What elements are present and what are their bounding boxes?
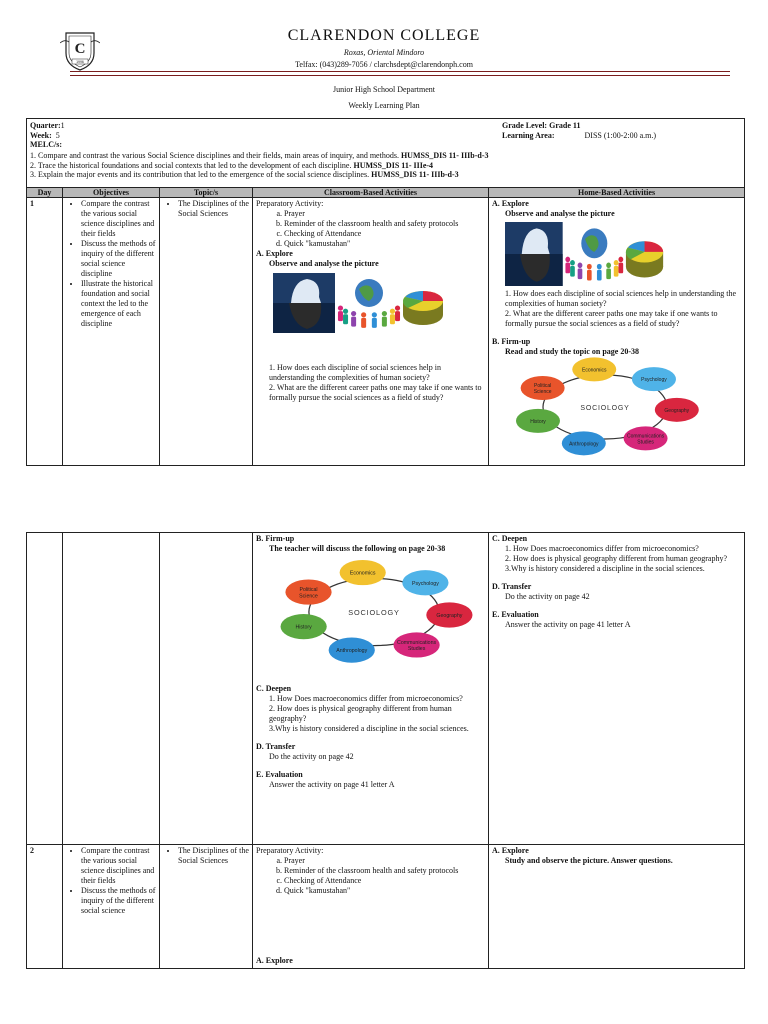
deepen-question-2: 2. How does is physical geography different from human geography? xyxy=(269,704,452,723)
header-divider-thin xyxy=(70,75,730,76)
deepen-question-3: 3.Why is history considered a discipline in the social sciences. xyxy=(269,724,469,733)
day-number: 1 xyxy=(30,199,34,208)
table-row xyxy=(27,198,745,466)
diagram-node xyxy=(516,409,560,433)
diagram-node xyxy=(340,560,386,585)
prep-title: Preparatory Activity: xyxy=(256,199,324,208)
diagram-node xyxy=(281,614,327,639)
college-contact: Telfax: (043)289-7056 / clarchsdept@clarendonph.com xyxy=(295,60,473,69)
diagram-node-label: Economics xyxy=(582,367,607,374)
col-classroom-activities: Classroom-Based Activities xyxy=(253,188,489,198)
table-row xyxy=(27,533,745,845)
diagram-node xyxy=(655,398,699,422)
department-name: Junior High School Department xyxy=(333,85,435,94)
explore-title: A. Explore xyxy=(256,956,293,965)
day-number: 2 xyxy=(30,846,34,855)
topic-item: • The Disciplines of the Social Sciences xyxy=(178,199,249,219)
iceberg-head-image xyxy=(273,273,335,333)
list-item: b. Reminder of the classroom health and safety protocols xyxy=(284,219,485,229)
pie-chart-image xyxy=(626,241,663,277)
diagram-node-label: Anthropology xyxy=(336,648,368,655)
week-value: 5 xyxy=(55,130,60,140)
col-day: Day xyxy=(27,188,63,198)
home-transfer-title: D. Transfer xyxy=(492,582,532,591)
home-deepen-title: C. Deepen xyxy=(492,534,528,543)
diagram-node-label: Political xyxy=(534,383,552,390)
evaluation-title: E. Evaluation xyxy=(256,770,303,779)
grade-value: Grade 11 xyxy=(549,121,581,130)
learning-area-label: Learning Area: xyxy=(502,130,555,140)
diagram-center-label: SOCIOLOGY xyxy=(580,405,630,412)
melc-3: 3. Explain the major events and its contribution that led to the emergence of the social science disciplines. HUMSS_DIS 11- IIIb-d-3 xyxy=(30,170,459,179)
home-explore-question-1: 1. How does each discipline of social sciences help in understanding the complexities of human society? xyxy=(505,289,737,308)
table-row xyxy=(27,845,745,969)
col-home-activities: Home-Based Activities xyxy=(489,188,745,198)
diagram-node xyxy=(562,431,606,455)
list-item: • Compare the contrast the various social science disciplines and their fields xyxy=(81,199,156,239)
transfer-title: D. Transfer xyxy=(256,742,296,751)
diagram-node xyxy=(285,579,331,604)
prep-list xyxy=(256,209,485,249)
diagram-node-label: Psychology xyxy=(641,377,667,384)
col-objectives: Objectives xyxy=(63,188,160,198)
topic-item: • The Disciplines of the Social Sciences xyxy=(178,846,249,866)
diagram-node xyxy=(572,357,616,381)
home-firmup-title: B. Firm-up xyxy=(492,337,531,346)
svg-text:1996: 1996 xyxy=(76,60,84,64)
melcs-label: MELC/s: xyxy=(30,140,62,149)
diagram-node-label: Anthropology xyxy=(569,441,599,448)
diagram-node-label: Communications xyxy=(397,639,437,646)
svg-text:C: C xyxy=(74,41,86,57)
sociology-diagram xyxy=(492,357,741,457)
diagram-node xyxy=(402,570,448,595)
diagram-node-label: Studies xyxy=(637,439,654,446)
sociology-diagram xyxy=(256,554,485,670)
globe-people-image xyxy=(565,228,623,280)
explore-picture xyxy=(260,273,485,333)
diagram-center-label: SOCIOLOGY xyxy=(348,608,400,618)
home-explore-picture xyxy=(492,222,741,286)
weekly-plan-table-page1 xyxy=(26,118,745,466)
diagram-node-label: Science xyxy=(533,389,552,396)
home-deepen-question-3: 3.Why is history considered a discipline in the social sciences. xyxy=(505,564,705,573)
diagram-node-label: History xyxy=(530,418,546,425)
quarter-value: 1 xyxy=(60,121,65,130)
diagram-node-label: Psychology xyxy=(411,580,439,587)
list-item: • Illustrate the historical foundation and social context the led to the emergence of each discipline xyxy=(81,279,156,329)
globe-people-image xyxy=(338,279,400,328)
explore-question-2: 2. What are the different career paths one may take if one wants to formally pursue the social sciences as a field of study? xyxy=(269,383,482,402)
diagram-node-label: Political xyxy=(299,587,318,594)
list-item: a. Prayer xyxy=(284,856,485,866)
college-name: CLARENDON COLLEGE xyxy=(287,27,481,44)
learning-area-value: DISS (1:00-2:00 a.m.) xyxy=(584,130,657,140)
objectives-list xyxy=(63,846,156,916)
list-item: b. Reminder of the classroom health and safety protocols xyxy=(284,866,485,876)
diagram-node-label: Economics xyxy=(349,570,376,577)
home-evaluation-title: E. Evaluation xyxy=(492,610,539,619)
firmup-title: B. Firm-up xyxy=(256,534,295,543)
transfer-text: Do the activity on page 42 xyxy=(269,752,354,761)
weekly-plan-table-page2 xyxy=(26,532,745,969)
prep-title: Preparatory Activity: xyxy=(256,846,324,855)
melc-1: 1. Compare and contrast the various Social Science disciplines and their fields, main areas of inquiry, and methods. HUMSS_DIS 11- IIIb-d-3 xyxy=(30,151,489,160)
explore-question-1: 1. How does each discipline of social sciences help in understanding the complexities of human society? xyxy=(269,363,441,382)
home-deepen-question-2: 2. How does is physical geography different from human geography? xyxy=(505,554,728,563)
diagram-node xyxy=(521,376,565,400)
deepen-title: C. Deepen xyxy=(256,684,292,693)
diagram-node xyxy=(329,638,375,663)
diagram-node xyxy=(632,367,676,391)
list-item: c. Checking of Attendance xyxy=(284,229,485,239)
diagram-node xyxy=(426,602,472,627)
pie-chart-image xyxy=(403,291,443,325)
home-explore-title: A. Explore xyxy=(492,846,529,855)
melc-2: 2. Trace the historical foundations and social contexts that led to the development of each discipline. HUMSS_DIS 11- IIIe-4 xyxy=(30,160,434,170)
list-item: d. Quick "kamustahan" xyxy=(284,886,485,896)
home-deepen-question-1: 1. How Does macroeconomics differ from microeconomics? xyxy=(505,544,699,553)
home-firmup-instruction: Read and study the topic on page 20-38 xyxy=(505,347,640,356)
iceberg-head-image xyxy=(505,222,563,286)
diagram-node-label: Science xyxy=(299,593,318,600)
explore-instruction: Observe and analyse the picture xyxy=(269,259,379,268)
header-divider xyxy=(70,71,730,72)
list-item: d. Quick "kamustahan" xyxy=(284,239,485,249)
diagram-node-label: Geography xyxy=(436,613,463,620)
plan-title: Weekly Learning Plan xyxy=(348,101,420,110)
home-transfer-text: Do the activity on page 42 xyxy=(505,592,590,601)
list-item: • Compare the contrast the various social science disciplines and their fields xyxy=(81,846,156,886)
home-explore-instruction: Observe and analyse the picture xyxy=(505,209,615,218)
evaluation-text: Answer the activity on page 41 letter A xyxy=(269,780,395,789)
diagram-node xyxy=(624,426,668,450)
diagram-node-label: History xyxy=(295,624,312,631)
home-explore-title: A. Explore xyxy=(492,199,529,208)
list-item: • Discuss the methods of inquiry of the different social science xyxy=(81,886,156,916)
explore-title: A. Explore xyxy=(256,249,293,258)
week-label: Week: xyxy=(30,130,52,140)
col-topics: Topic/s xyxy=(160,188,253,198)
list-item: c. Checking of Attendance xyxy=(284,876,485,886)
diagram-node xyxy=(394,632,440,657)
firmup-instruction: The teacher will discuss the following on page 20-38 xyxy=(269,544,446,553)
home-evaluation-text: Answer the activity on page 41 letter A xyxy=(505,620,631,629)
grade-label: Grade Level: xyxy=(502,121,548,130)
deepen-question-1: 1. How Does macroeconomics differ from microeconomics? xyxy=(269,694,463,703)
objectives-list xyxy=(63,199,156,329)
home-explore-instruction: Study and observe the picture. Answer questions. xyxy=(505,856,673,865)
list-item: • Discuss the methods of inquiry of the different social science discipline xyxy=(81,239,156,279)
list-item: a. Prayer xyxy=(284,209,485,219)
table-header-row xyxy=(27,188,745,198)
prep-list xyxy=(256,856,485,896)
quarter-label: Quarter: xyxy=(30,121,61,130)
college-location: Roxas, Oriental Mindoro xyxy=(343,48,425,57)
diagram-node-label: Studies xyxy=(407,646,426,653)
home-explore-question-2: 2. What are the different career paths one may take if one wants to formally pursue the social sciences as a field of study? xyxy=(505,309,718,328)
diagram-node-label: Communications xyxy=(626,433,665,440)
info-row xyxy=(27,119,745,188)
diagram-node-label: Geography xyxy=(664,407,690,414)
